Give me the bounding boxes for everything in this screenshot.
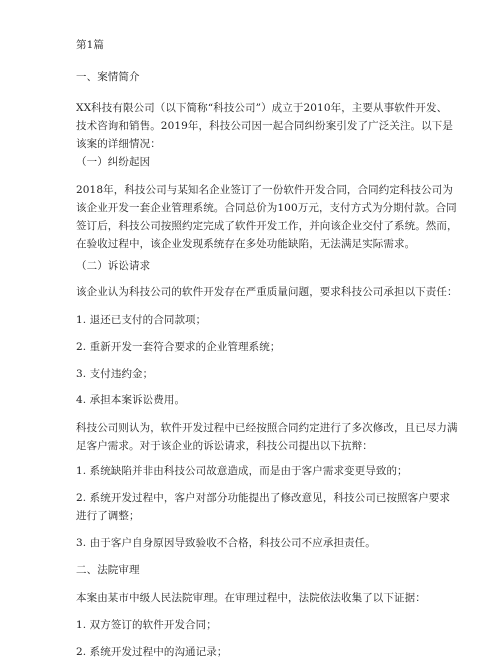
evidence-item: 1. 双方签订的软件开发合同； <box>76 619 217 631</box>
defense-item: 3. 由于客户自身原因导致验收不合格，科技公司不应承担责任。 <box>76 537 376 549</box>
defense-item: 2. 系统开发过程中，客户对部分功能提出了修改意见，科技公司已按照客户要求 <box>76 492 451 504</box>
evidence-item: 2. 系统开发过程中的沟通记录； <box>76 646 228 658</box>
cause-line: 2018年，科技公司与某知名企业签订了一份软件开发合同，合同约定科技公司为 <box>76 184 453 196</box>
claim-item: 1. 退还已支付的合同款项； <box>76 314 207 326</box>
claim-item: 3. 支付违约金； <box>76 368 154 380</box>
claim-item: 2. 重新开发一套符合要求的企业管理系统； <box>76 341 281 353</box>
cause-line: 该企业开发一套企业管理系统。合同总价为100万元，支付方式为分期付款。合同 <box>76 202 457 214</box>
defense-item-continued: 进行了调整； <box>76 510 140 522</box>
cause-line: 签订后，科技公司按照约定完成了软件开发工作，并向该企业交付了系统。然而， <box>76 220 458 232</box>
section-heading-case-summary: 一、案情简介 <box>76 71 140 83</box>
subheading-dispute-cause: （一）纠纷起因 <box>76 156 151 168</box>
defense-intro-line: 科技公司则认为，软件开发过程中已经按照合同约定进行了多次修改，且已尽力满 <box>76 422 458 434</box>
defense-intro-line: 足客户需求。对于该企业的诉讼请求，科技公司提出以下抗辩： <box>76 440 373 452</box>
intro-line: 该案的详细情况： <box>76 138 161 150</box>
claims-intro: 该企业认为科技公司的软件开发存在严重质量问题，要求科技公司承担以下责任： <box>76 286 458 298</box>
section-heading-court-trial: 二、法院审理 <box>76 564 140 576</box>
cause-line: 在验收过程中，该企业发现系统存在多处功能缺陷，无法满足实际需求。 <box>76 238 416 250</box>
court-intro: 本案由某市中级人民法院审理。在审理过程中，法院依法收集了以下证据： <box>76 592 426 604</box>
intro-line: 技术咨询和销售。2019年，科技公司因一起合同纠纷案引发了广泛关注。以下是 <box>76 120 453 132</box>
claim-item: 4. 承担本案诉讼费用。 <box>76 394 186 406</box>
defense-item: 1. 系统缺陷并非由科技公司故意造成，而是由于客户需求变更导致的； <box>76 465 408 477</box>
intro-line: XX科技有限公司（以下简称“科技公司”）成立于2010年，主要从事软件开发、 <box>76 102 448 114</box>
chapter-title: 第1篇 <box>76 39 104 51</box>
subheading-claims: （二）诉讼请求 <box>76 260 151 272</box>
